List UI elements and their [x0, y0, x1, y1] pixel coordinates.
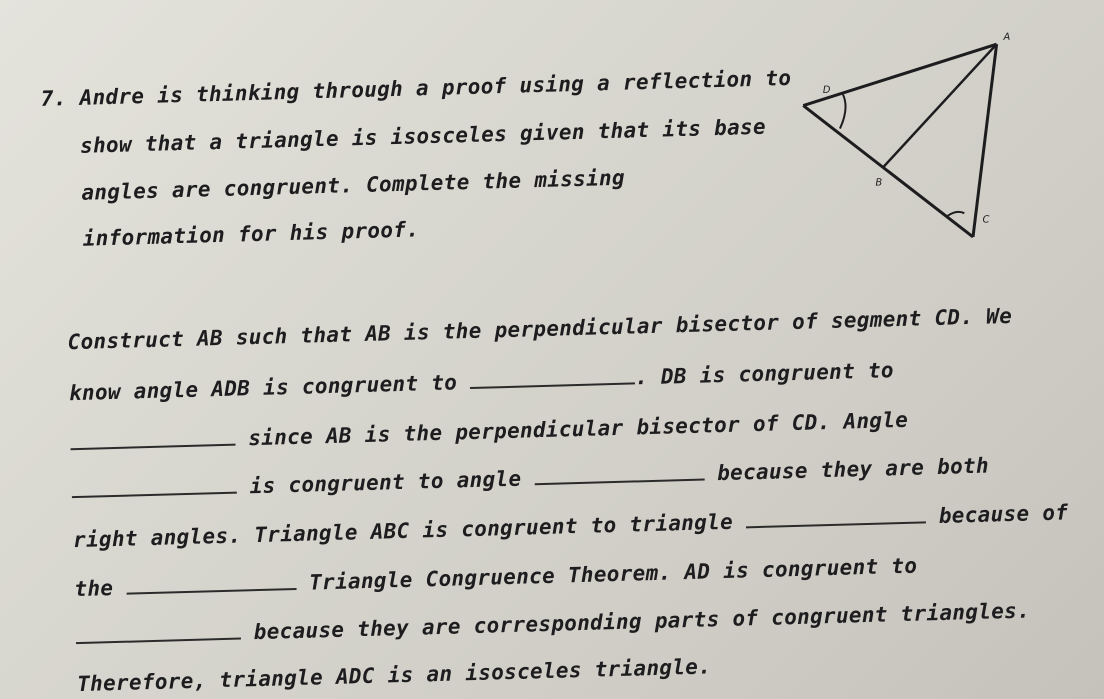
blank-5[interactable]	[746, 503, 926, 528]
blank-6[interactable]	[126, 570, 296, 595]
proof-text-5b: because of	[938, 500, 1069, 528]
label-c: C	[982, 214, 990, 226]
proof-text-6b: Triangle Congruence Theorem. AD is congruent to	[308, 553, 918, 595]
proof-line-4	[71, 453, 989, 504]
blank-1[interactable]	[470, 364, 635, 389]
label-a: A	[1003, 31, 1011, 43]
proof-text-4a: is congruent to angle	[249, 466, 522, 499]
proof-text-7: because they are corresponding parts of congruent triangles.	[253, 598, 1031, 645]
segment-dc	[803, 101, 973, 242]
proof-text-4b: because they are both	[716, 453, 990, 486]
angle-mark-d	[839, 94, 846, 128]
label-b: B	[875, 177, 883, 189]
proof-line-6	[74, 553, 917, 602]
question-line-1: 7. Andre is thinking through a proof using a reflection to	[40, 65, 792, 111]
proof-text-2b: . DB is congruent to	[634, 358, 895, 390]
question-line-4: information for his proof.	[82, 217, 420, 251]
proof-line-2	[69, 357, 895, 405]
segment-ac	[968, 44, 1002, 237]
proof-line-1: Construct AB such that AB is the perpendicular bisector of segment CD. We	[67, 303, 1013, 355]
question-line-2: show that a triangle is isosceles given that its base	[79, 114, 767, 158]
question-line-3: angles are congruent. Complete the missing	[81, 165, 626, 205]
blank-2[interactable]	[70, 426, 235, 451]
proof-line-7	[75, 597, 1030, 649]
proof-line-3	[70, 407, 908, 455]
triangle-figure	[791, 12, 1027, 248]
blank-4[interactable]	[534, 461, 704, 486]
label-d: D	[822, 84, 831, 97]
angle-mark-c	[946, 212, 964, 217]
blank-3[interactable]	[71, 474, 236, 499]
proof-text-2a: know angle ADB is congruent to	[68, 370, 458, 406]
proof-line-5	[73, 499, 1069, 552]
proof-text-5a: right angles. Triangle ABC is congruent to triangle	[72, 509, 734, 553]
proof-line-8: Therefore, triangle ADC is an isosceles triangle.	[76, 654, 712, 697]
blank-7[interactable]	[75, 620, 240, 645]
proof-text-6a: the	[74, 576, 114, 602]
proof-text-3: since AB is the perpendicular bisector of CD. Angle	[247, 407, 909, 451]
